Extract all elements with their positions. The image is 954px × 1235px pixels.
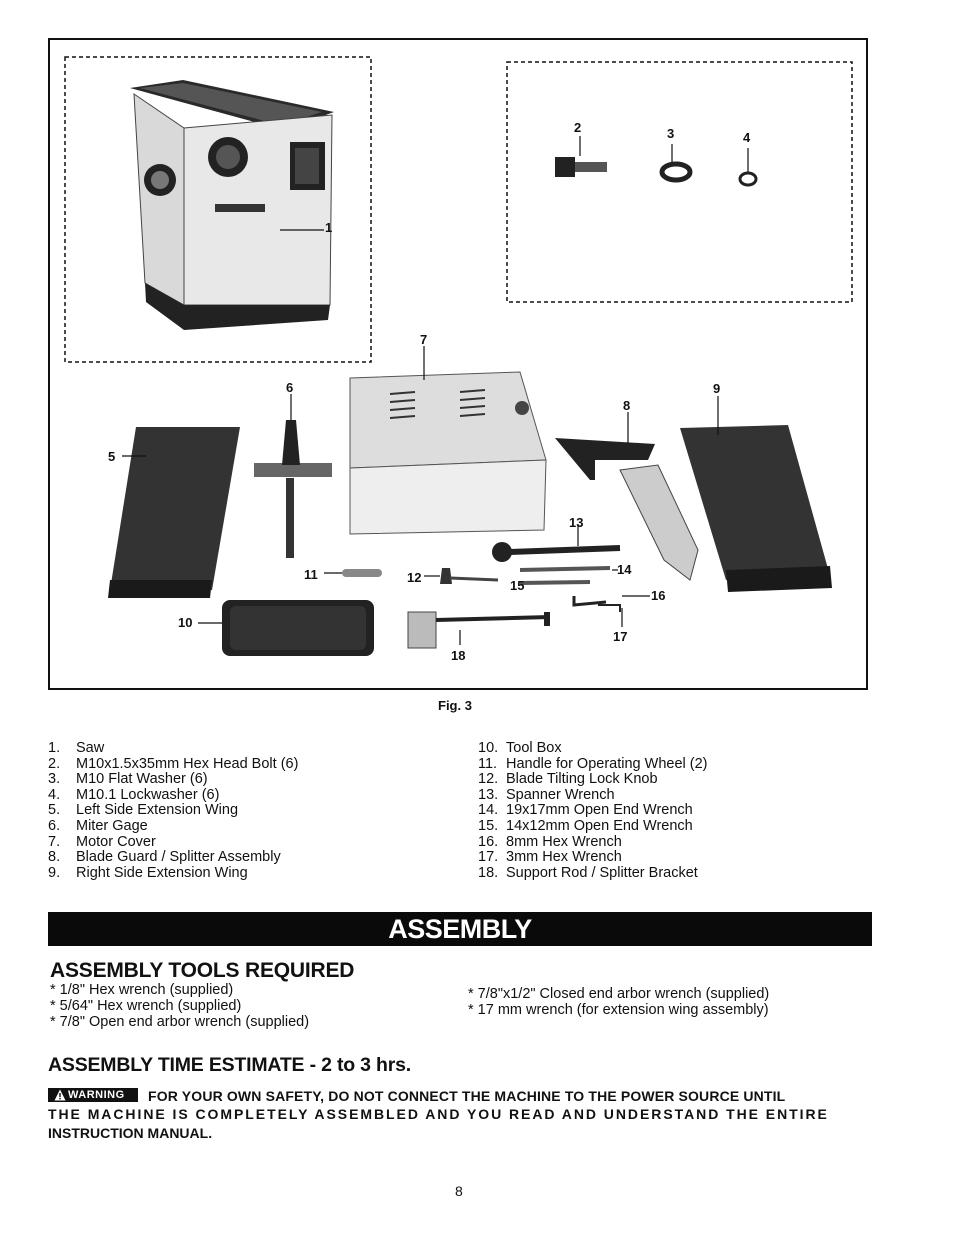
part-number: 18. — [478, 864, 499, 881]
callout-18: 18 — [451, 648, 466, 663]
section-banner: ASSEMBLY — [48, 912, 872, 946]
parts-list-item — [478, 772, 708, 788]
callout-9: 9 — [713, 381, 721, 396]
miter-gage-shape — [254, 463, 332, 477]
warning-badge — [48, 1088, 138, 1102]
right-wing-shape — [680, 425, 830, 580]
tools-list-left — [50, 982, 309, 1030]
callout-16: 16 — [651, 588, 666, 603]
parts-list-item — [478, 741, 708, 757]
tool-item: * 5/64" Hex wrench (supplied) — [50, 998, 242, 1014]
tool-item: * 1/8" Hex wrench (supplied) — [50, 982, 234, 998]
part-name: Blade Tilting Lock Knob — [506, 771, 658, 788]
lock-knob-shape — [440, 568, 452, 584]
part-name: Miter Gage — [76, 817, 148, 834]
tools-required-heading: ASSEMBLY TOOLS REQUIRED — [50, 959, 355, 982]
part-name: Support Rod / Splitter Bracket — [506, 864, 698, 881]
open-end-wrench-19x17 — [520, 568, 610, 570]
parts-list-item — [48, 835, 298, 851]
part-number: 4. — [48, 786, 61, 803]
parts-list-item — [48, 757, 298, 773]
time-estimate-heading: ASSEMBLY TIME ESTIMATE - 2 to 3 hrs. — [48, 1054, 411, 1076]
handle-shape — [342, 569, 382, 577]
parts-list-item — [478, 850, 708, 866]
part-name: M10.1 Lockwasher (6) — [76, 786, 220, 803]
callout-2: 2 — [574, 120, 582, 135]
tool-item: * 7/8" Open end arbor wrench (supplied) — [50, 1014, 310, 1030]
saw-illustration — [130, 80, 334, 330]
callout-15: 15 — [510, 578, 525, 593]
parts-list-item — [48, 788, 298, 804]
callout-8: 8 — [623, 398, 631, 413]
part-number: 2. — [48, 755, 61, 772]
motor-cover-shape — [350, 372, 546, 468]
part-name: Saw — [76, 740, 105, 756]
part-number: 14. — [478, 802, 499, 819]
part-name: Spanner Wrench — [506, 786, 615, 803]
warning-text-line-1: FOR YOUR OWN SAFETY, DO NOT CONNECT THE MACHINE TO THE POWER SOURCE UNTIL — [148, 1088, 786, 1104]
part-number: 6. — [48, 817, 61, 834]
callout-6: 6 — [286, 380, 294, 395]
warning-label: WARNING — [68, 1089, 125, 1101]
part-number: 9. — [48, 864, 61, 881]
part-name: Handle for Operating Wheel (2) — [506, 755, 708, 772]
part-number: 7. — [48, 833, 61, 850]
callout-17: 17 — [613, 629, 628, 644]
warning-text-line-3: INSTRUCTION MANUAL. — [48, 1125, 213, 1141]
parts-list-item — [478, 788, 708, 804]
part-number: 8. — [48, 849, 61, 866]
part-number: 3. — [48, 771, 61, 788]
callout-10: 10 — [178, 615, 193, 630]
part-number: 10. — [478, 740, 499, 756]
warning-triangle-icon — [54, 1089, 66, 1101]
parts-list-item — [478, 866, 708, 882]
part-number: 16. — [478, 833, 499, 850]
warning-text-line-2: THE MACHINE IS COMPLETELY ASSEMBLED AND YOU READ AND UNDERSTAND THE ENTIRE — [48, 1106, 829, 1122]
parts-list-item — [48, 803, 298, 819]
callout-3: 3 — [667, 126, 675, 141]
part-name: Blade Guard / Splitter Assembly — [76, 849, 281, 866]
parts-list-item — [48, 866, 298, 882]
bolt-washers — [555, 157, 756, 185]
tools-list-right — [468, 986, 769, 1018]
part-name: Motor Cover — [76, 833, 156, 850]
tool-item: * 7/8"x1/2" Closed end arbor wrench (supplied) — [468, 986, 770, 1002]
parts-list-item — [48, 772, 298, 788]
callout-14: 14 — [617, 562, 632, 577]
figure-caption: Fig. 3 — [438, 698, 472, 713]
part-name: 14x12mm Open End Wrench — [506, 817, 693, 834]
parts-list-right — [478, 741, 708, 881]
hex-wrench-8mm — [574, 596, 606, 605]
spanner-wrench-shape — [492, 542, 512, 562]
part-name: Right Side Extension Wing — [76, 864, 248, 881]
tool-item: * 17 mm wrench (for extension wing assembly) — [468, 1002, 769, 1018]
parts-list-item — [478, 819, 708, 835]
parts-list-item — [478, 835, 708, 851]
parts-list-item — [478, 757, 708, 773]
figure-3-frame — [48, 38, 868, 690]
part-name: 3mm Hex Wrench — [506, 849, 622, 866]
part-name: Tool Box — [506, 740, 562, 756]
callout-12: 12 — [407, 570, 422, 585]
part-number: 1. — [48, 740, 61, 756]
callout-5: 5 — [108, 449, 116, 464]
page-number: 8 — [455, 1183, 463, 1199]
parts-list-item — [48, 850, 298, 866]
callout-1: 1 — [325, 220, 333, 235]
callout-13: 13 — [569, 515, 584, 530]
part-name: Left Side Extension Wing — [76, 802, 239, 819]
part-number: 11. — [478, 755, 498, 772]
part-number: 17. — [478, 849, 499, 866]
part-name: M10 Flat Washer (6) — [76, 771, 208, 788]
left-wing-shape — [110, 427, 240, 590]
support-rod-bracket-shape — [408, 612, 436, 648]
part-name: M10x1.5x35mm Hex Head Bolt (6) — [76, 755, 299, 772]
part-number: 15. — [478, 817, 499, 834]
parts-list-item — [478, 803, 708, 819]
part-name: 8mm Hex Wrench — [506, 833, 622, 850]
hex-wrench-3mm — [598, 605, 620, 612]
part-number: 12. — [478, 771, 499, 788]
part-number: 5. — [48, 802, 61, 819]
callout-7: 7 — [420, 332, 428, 347]
part-number: 13. — [478, 786, 499, 803]
part-name: 19x17mm Open End Wrench — [506, 802, 693, 819]
parts-list-item — [48, 819, 298, 835]
parts-list-left — [48, 741, 298, 881]
callout-4: 4 — [743, 130, 751, 145]
callout-11: 11 — [304, 567, 318, 582]
open-end-wrench-14x12 — [520, 582, 590, 583]
parts-list-item — [48, 741, 298, 757]
